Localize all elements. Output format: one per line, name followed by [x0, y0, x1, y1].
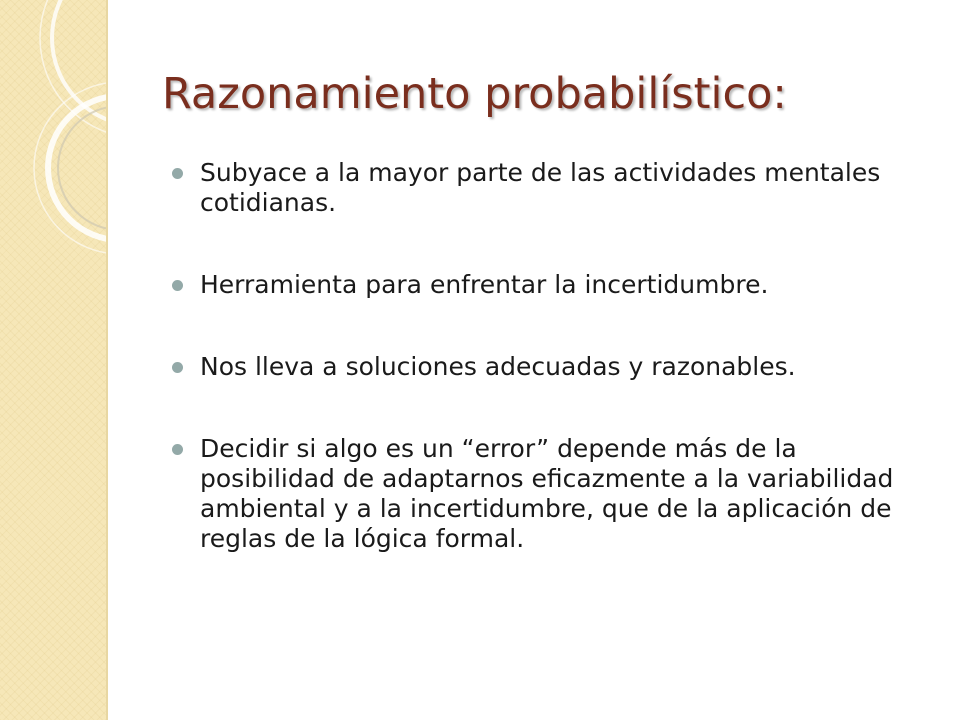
bullet-text: Herramienta para enfrentar la incertidumbre.	[200, 270, 769, 299]
bullet-dot-icon	[172, 280, 183, 291]
bullet-list	[170, 158, 910, 554]
decorative-sidebar	[0, 0, 108, 720]
bullet-text: Nos lleva a soluciones adecuadas y razonables.	[200, 352, 796, 381]
decorative-circles-icon	[0, 0, 106, 720]
bullet-dot-icon	[172, 168, 183, 179]
bullet-dot-icon	[172, 362, 183, 373]
list-item	[170, 352, 910, 382]
list-item	[170, 270, 910, 300]
bullet-text: Subyace a la mayor parte de las actividades mentales cotidianas.	[200, 158, 881, 217]
slide-title: Razonamiento probabilístico:	[162, 69, 787, 119]
bullet-dot-icon	[172, 444, 183, 455]
list-item	[170, 434, 910, 554]
list-item	[170, 158, 910, 218]
bullet-text: Decidir si algo es un “error” depende más de la posibilidad de adaptarnos eficazmente a la variabilidad ambiental y a la incertidumbre, que de la aplicación de reglas de la lógica formal.	[200, 434, 894, 553]
